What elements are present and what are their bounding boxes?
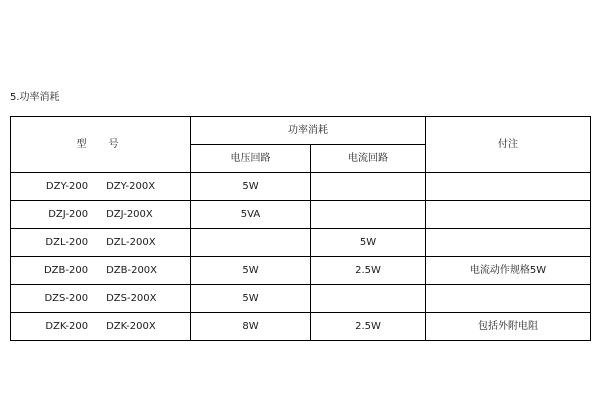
cell-note: 电流动作规格5W (426, 257, 591, 285)
model-code-primary: DZB-200 (43, 264, 89, 276)
model-code-variant: DZJ-200X (106, 208, 153, 220)
cell-voltage-circuit: 5VA (191, 201, 311, 229)
cell-voltage-circuit (191, 229, 311, 257)
cell-current-circuit (311, 201, 426, 229)
cell-voltage-circuit: 5W (191, 257, 311, 285)
cell-current-circuit: 2.5W (311, 313, 426, 341)
model-code-primary: DZJ-200 (48, 208, 89, 220)
table-row (11, 201, 591, 229)
cell-current-circuit (311, 173, 426, 201)
model-code-primary: DZK-200 (45, 320, 89, 332)
cell-note (426, 201, 591, 229)
model-code-primary: DZL-200 (45, 236, 89, 248)
cell-current-circuit (311, 285, 426, 313)
table-header-row-1 (11, 117, 591, 145)
model-code-primary: DZS-200 (44, 292, 89, 304)
model-code-variant: DZL-200X (106, 236, 156, 248)
cell-current-circuit: 5W (311, 229, 426, 257)
table-header (11, 117, 591, 173)
model-code-variant: DZY-200X (106, 180, 156, 192)
table-row (11, 285, 591, 313)
cell-note (426, 229, 591, 257)
cell-voltage-circuit: 5W (191, 173, 311, 201)
cell-note (426, 285, 591, 313)
cell-voltage-circuit: 8W (191, 313, 311, 341)
cell-note (426, 173, 591, 201)
cell-model (11, 285, 191, 313)
table-row (11, 257, 591, 285)
header-current-circuit: 电流回路 (311, 145, 426, 173)
cell-model (11, 257, 191, 285)
table-body (11, 173, 591, 341)
section-heading: 5.功率消耗 (10, 92, 60, 103)
cell-model (11, 313, 191, 341)
cell-note: 包括外附电阻 (426, 313, 591, 341)
model-code-variant: DZB-200X (106, 264, 158, 276)
header-note: 付注 (426, 117, 591, 173)
header-model: 型 号 (11, 117, 191, 173)
table-row (11, 313, 591, 341)
table-row (11, 229, 591, 257)
cell-model (11, 173, 191, 201)
table-row (11, 173, 591, 201)
cell-voltage-circuit: 5W (191, 285, 311, 313)
model-code-primary: DZY-200 (45, 180, 89, 192)
model-code-variant: DZS-200X (106, 292, 157, 304)
model-code-variant: DZK-200X (106, 320, 156, 332)
power-consumption-table (10, 116, 591, 341)
cell-model (11, 201, 191, 229)
cell-model (11, 229, 191, 257)
header-voltage-circuit: 电压回路 (191, 145, 311, 173)
cell-current-circuit: 2.5W (311, 257, 426, 285)
power-consumption-table-wrapper (10, 116, 590, 341)
header-power-consumption: 功率消耗 (191, 117, 426, 145)
